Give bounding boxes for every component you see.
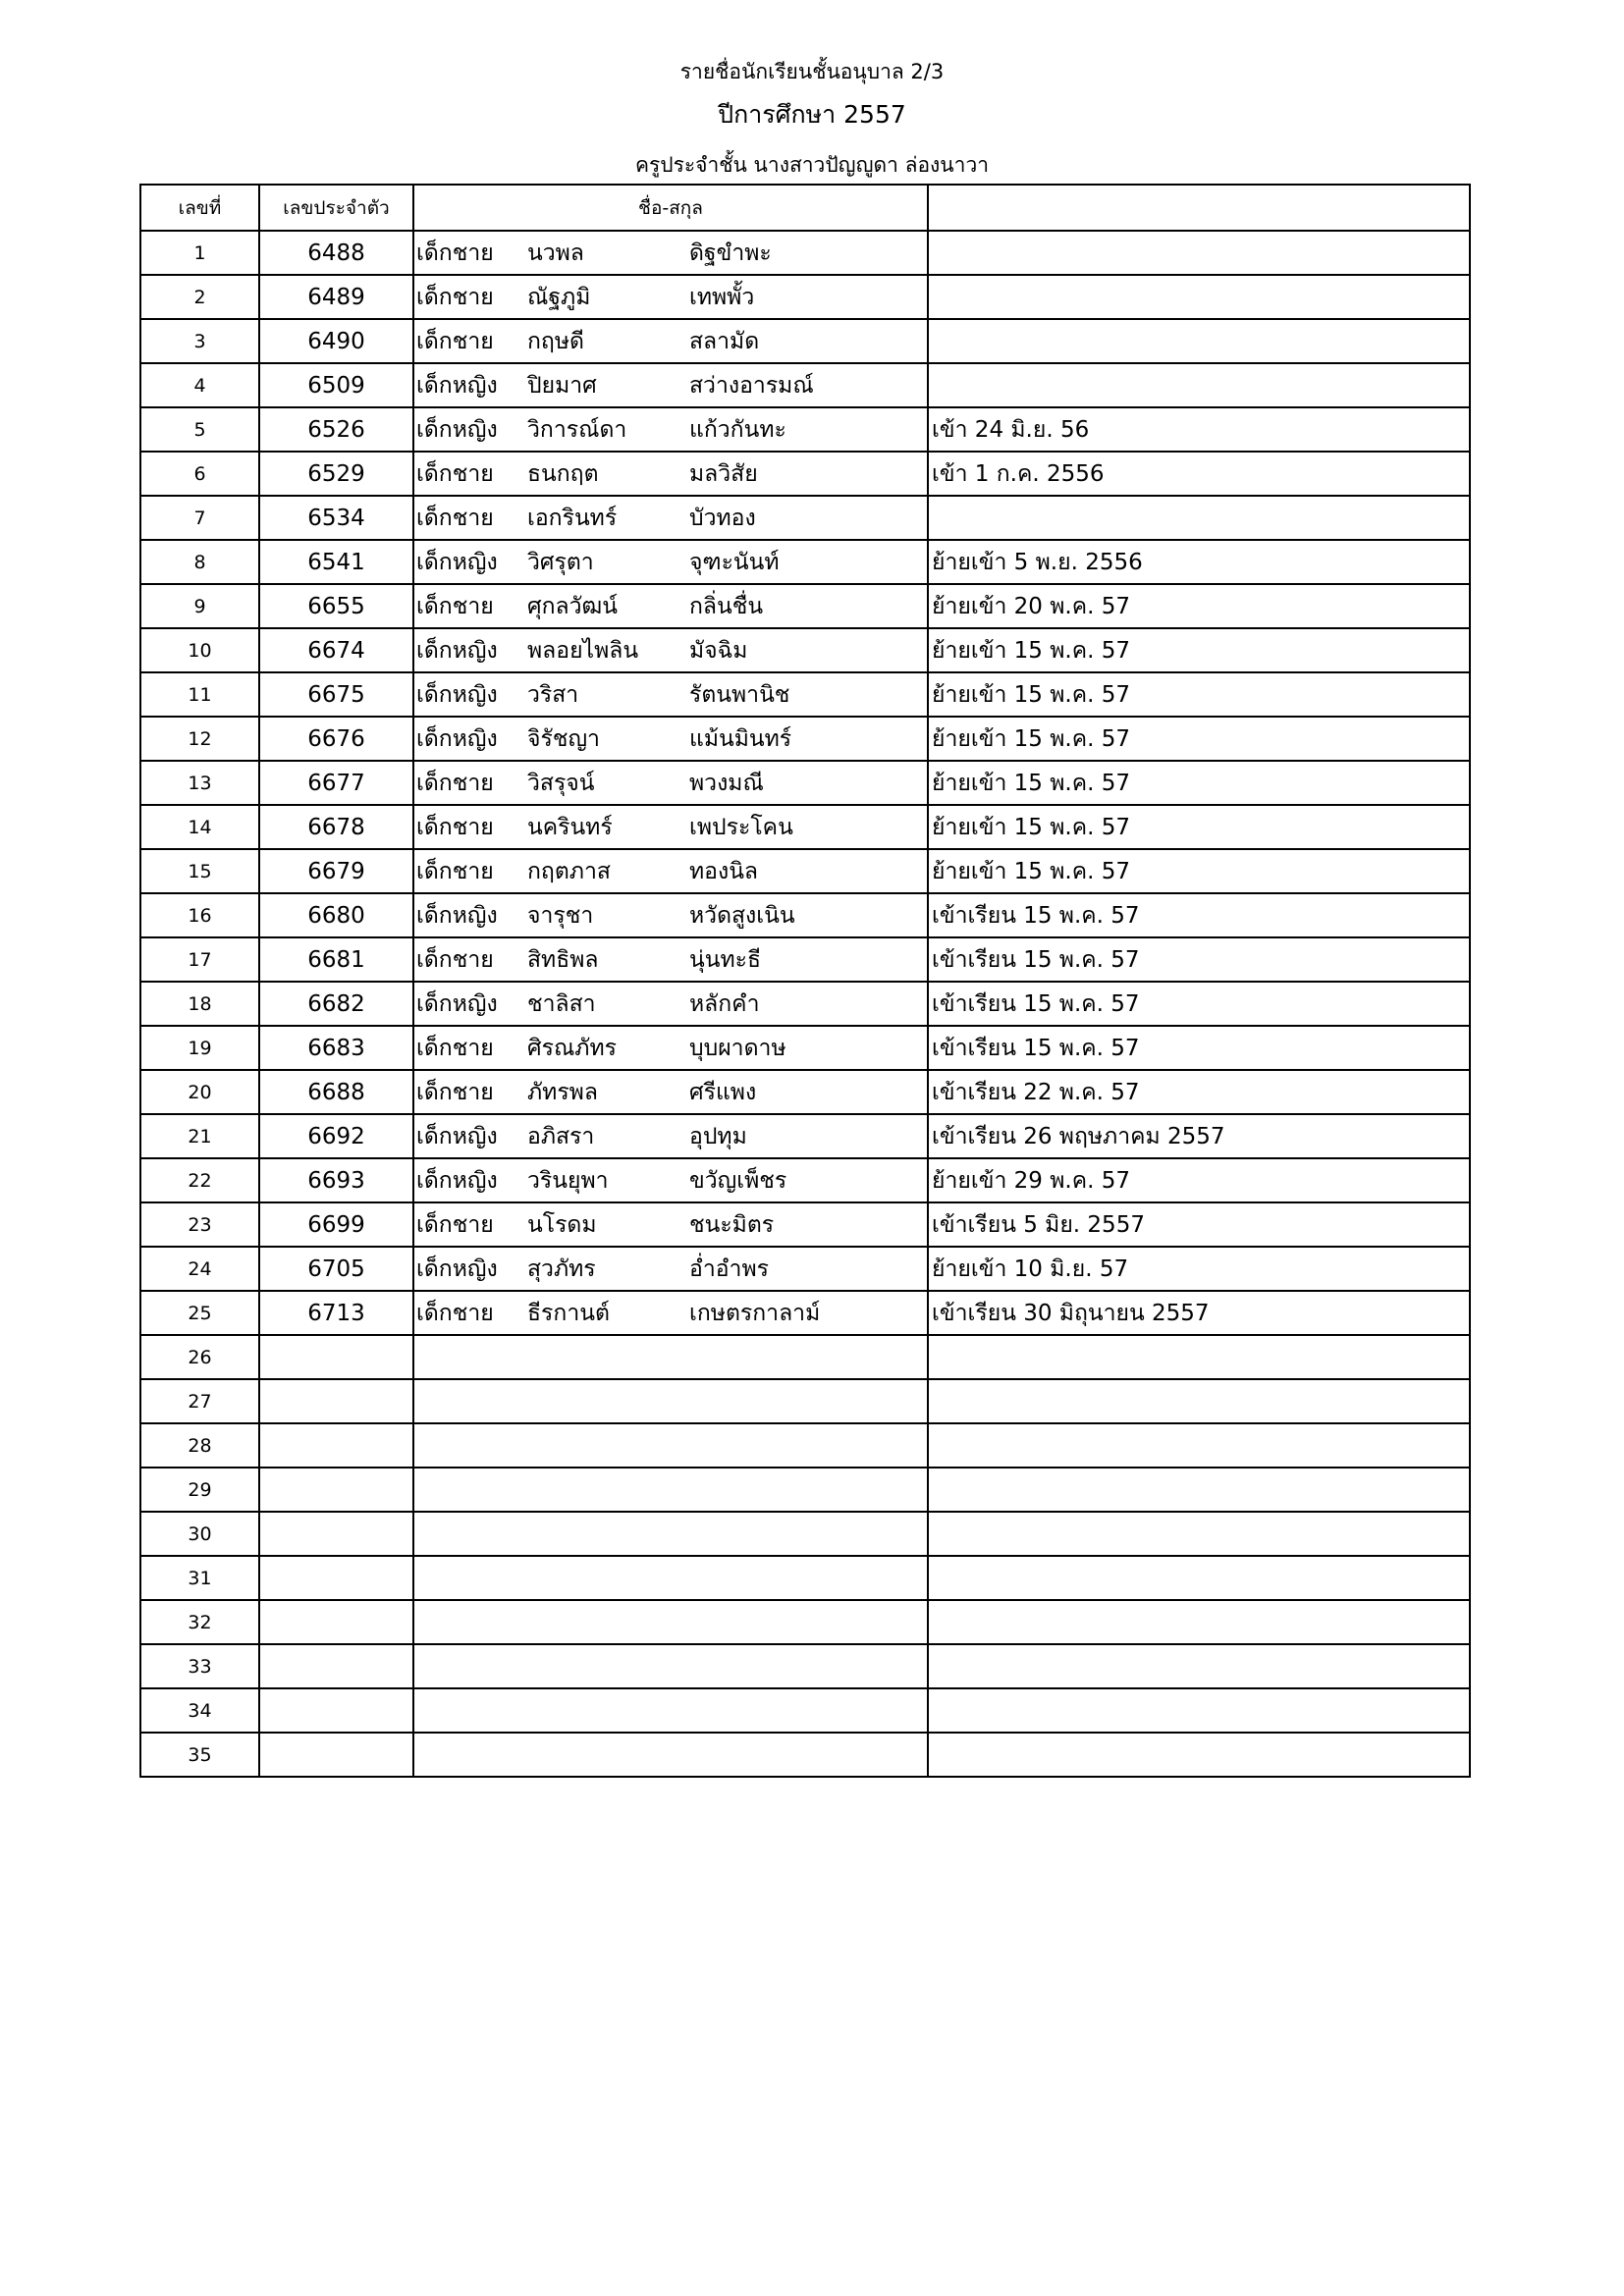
last-name: ดิฐขำพะ	[689, 240, 772, 266]
enrollment-note: เข้าเรียน 5 มิย. 2557	[928, 1202, 1470, 1247]
row-number: 16	[140, 893, 259, 937]
name-prefix: เด็กหญิง	[416, 1167, 498, 1194]
row-number: 35	[140, 1733, 259, 1777]
row-number: 30	[140, 1512, 259, 1556]
row-number: 10	[140, 628, 259, 672]
student-name	[416, 280, 927, 315]
student-name-cell	[413, 1644, 928, 1688]
row-number: 33	[140, 1644, 259, 1688]
first-name: ศิรณภัทร	[527, 1035, 617, 1061]
student-name	[416, 1075, 927, 1110]
enrollment-note: เข้าเรียน 22 พ.ค. 57	[928, 1070, 1470, 1114]
academic-year: ปีการศึกษา 2557	[718, 100, 906, 129]
enrollment-note	[928, 319, 1470, 363]
student-name-cell	[413, 363, 928, 407]
student-name-cell	[413, 407, 928, 452]
student-name-cell	[413, 1114, 928, 1158]
student-id: 6675	[259, 672, 413, 717]
enrollment-note	[928, 1688, 1470, 1733]
row-number: 21	[140, 1114, 259, 1158]
first-name: พลอยไพลิน	[527, 637, 639, 664]
student-name	[416, 1163, 927, 1199]
first-name: วรินยุพา	[527, 1167, 609, 1194]
enrollment-note: เข้าเรียน 15 พ.ค. 57	[928, 893, 1470, 937]
student-name	[416, 368, 927, 403]
student-name	[416, 898, 927, 934]
enrollment-note: เข้าเรียน 15 พ.ค. 57	[928, 982, 1470, 1026]
table-row	[140, 407, 1470, 452]
table-body	[140, 231, 1470, 1777]
enrollment-note: เข้า 24 มิ.ย. 56	[928, 407, 1470, 452]
name-prefix: เด็กชาย	[416, 858, 494, 884]
row-number: 23	[140, 1202, 259, 1247]
name-prefix: เด็กชาย	[416, 328, 494, 354]
student-id: 6679	[259, 849, 413, 893]
student-id: 6490	[259, 319, 413, 363]
first-name: ธีรกานต์	[527, 1300, 610, 1326]
row-number: 6	[140, 452, 259, 496]
student-name-cell	[413, 540, 928, 584]
student-name-cell	[413, 1556, 928, 1600]
enrollment-note: เข้าเรียน 15 พ.ค. 57	[928, 937, 1470, 982]
table-row	[140, 363, 1470, 407]
first-name: วิสรุจน์	[527, 770, 595, 796]
student-name	[416, 1207, 927, 1243]
student-name	[416, 501, 927, 536]
first-name: กฤตภาส	[527, 858, 611, 884]
last-name: แม้นมินทร์	[689, 725, 792, 752]
first-name: นครินทร์	[527, 814, 613, 840]
table-row	[140, 496, 1470, 540]
student-name-cell	[413, 761, 928, 805]
student-name	[416, 1031, 927, 1066]
student-name-cell	[413, 937, 928, 982]
name-prefix: เด็กหญิง	[416, 681, 498, 708]
row-number: 26	[140, 1335, 259, 1379]
student-id	[259, 1379, 413, 1423]
table-row	[140, 1644, 1470, 1688]
table-row	[140, 452, 1470, 496]
col-header-student-id: เลขประจำตัว	[259, 185, 413, 231]
table-row	[140, 672, 1470, 717]
student-name-cell	[413, 717, 928, 761]
student-name-cell	[413, 1247, 928, 1291]
student-id: 6526	[259, 407, 413, 452]
table-row	[140, 1335, 1470, 1379]
first-name: วริสา	[527, 681, 579, 708]
last-name: ศรีแพง	[689, 1079, 757, 1105]
first-name: ปิยมาศ	[527, 372, 597, 399]
student-name-cell	[413, 628, 928, 672]
table-row	[140, 1379, 1470, 1423]
table-row	[140, 1423, 1470, 1468]
student-name	[416, 236, 927, 271]
first-name: กฤษดี	[527, 328, 584, 354]
name-prefix: เด็กชาย	[416, 1211, 494, 1238]
enrollment-note: ย้ายเข้า 15 พ.ค. 57	[928, 672, 1470, 717]
enrollment-note	[928, 1468, 1470, 1512]
enrollment-note: เข้าเรียน 15 พ.ค. 57	[928, 1026, 1470, 1070]
header-row	[140, 185, 1470, 231]
row-number: 27	[140, 1379, 259, 1423]
student-id	[259, 1423, 413, 1468]
student-name	[416, 766, 927, 801]
last-name: บุบผาดาษ	[689, 1035, 786, 1061]
enrollment-note	[928, 1423, 1470, 1468]
first-name: ชาลิสา	[527, 990, 596, 1017]
last-name: จุฑะนันท์	[689, 549, 780, 575]
enrollment-note	[928, 1556, 1470, 1600]
student-name-cell	[413, 452, 928, 496]
row-number: 2	[140, 275, 259, 319]
table-row	[140, 1026, 1470, 1070]
row-number: 13	[140, 761, 259, 805]
table-row	[140, 584, 1470, 628]
student-id: 6693	[259, 1158, 413, 1202]
table-row	[140, 849, 1470, 893]
col-header-number: เลขที่	[140, 185, 259, 231]
name-prefix: เด็กชาย	[416, 1035, 494, 1061]
student-name	[416, 987, 927, 1022]
enrollment-note: เข้าเรียน 30 มิถุนายน 2557	[928, 1291, 1470, 1335]
first-name: นโรดม	[527, 1211, 597, 1238]
student-id: 6680	[259, 893, 413, 937]
row-number: 5	[140, 407, 259, 452]
student-id: 6682	[259, 982, 413, 1026]
enrollment-note	[928, 1512, 1470, 1556]
name-prefix: เด็กหญิง	[416, 990, 498, 1017]
student-name-cell	[413, 1468, 928, 1512]
row-number: 24	[140, 1247, 259, 1291]
student-id: 6681	[259, 937, 413, 982]
last-name: ทองนิล	[689, 858, 759, 884]
student-name-cell	[413, 982, 928, 1026]
student-id	[259, 1644, 413, 1688]
col-header-note	[928, 185, 1470, 231]
enrollment-note: ย้ายเข้า 15 พ.ค. 57	[928, 849, 1470, 893]
row-number: 14	[140, 805, 259, 849]
first-name: ภัทรพล	[527, 1079, 598, 1105]
table-row	[140, 1600, 1470, 1644]
table-row	[140, 319, 1470, 363]
name-prefix: เด็กชาย	[416, 770, 494, 796]
student-id: 6677	[259, 761, 413, 805]
enrollment-note: ย้ายเข้า 15 พ.ค. 57	[928, 805, 1470, 849]
student-name-cell	[413, 1688, 928, 1733]
student-id: 6655	[259, 584, 413, 628]
name-prefix: เด็กหญิง	[416, 902, 498, 929]
enrollment-note: ย้ายเข้า 15 พ.ค. 57	[928, 628, 1470, 672]
student-id	[259, 1688, 413, 1733]
student-name-cell	[413, 584, 928, 628]
row-number: 12	[140, 717, 259, 761]
student-id: 6683	[259, 1026, 413, 1070]
student-name	[416, 942, 927, 978]
row-number: 29	[140, 1468, 259, 1512]
name-prefix: เด็กชาย	[416, 505, 494, 531]
last-name: บัวทอง	[689, 505, 756, 531]
enrollment-note	[928, 1335, 1470, 1379]
table-row	[140, 1158, 1470, 1202]
table-row	[140, 893, 1470, 937]
student-name	[416, 412, 927, 448]
name-prefix: เด็กหญิง	[416, 372, 498, 399]
enrollment-note	[928, 1733, 1470, 1777]
student-id	[259, 1600, 413, 1644]
student-name-cell	[413, 1026, 928, 1070]
student-name-cell	[413, 1379, 928, 1423]
first-name: อภิสรา	[527, 1123, 595, 1149]
student-name-cell	[413, 319, 928, 363]
student-name-cell	[413, 805, 928, 849]
table-row	[140, 275, 1470, 319]
table-row	[140, 1247, 1470, 1291]
first-name: เอกรินทร์	[527, 505, 618, 531]
name-prefix: เด็กหญิง	[416, 1255, 498, 1282]
student-name-cell	[413, 672, 928, 717]
student-name-cell	[413, 1733, 928, 1777]
document-title: รายชื่อนักเรียนชั้นอนุบาล 2/3	[679, 60, 945, 83]
last-name: กลิ่นชื่น	[689, 593, 764, 619]
enrollment-note: ย้ายเข้า 5 พ.ย. 2556	[928, 540, 1470, 584]
last-name: นุ่นทะธี	[689, 946, 761, 973]
student-name	[416, 1119, 927, 1154]
table-row	[140, 1688, 1470, 1733]
table-row	[140, 1468, 1470, 1512]
table-row	[140, 982, 1470, 1026]
table-row	[140, 1291, 1470, 1335]
row-number: 8	[140, 540, 259, 584]
table-row	[140, 761, 1470, 805]
name-prefix: เด็กชาย	[416, 1300, 494, 1326]
col-header-name: ชื่อ-สกุล	[413, 185, 928, 231]
last-name: สลามัด	[689, 328, 760, 354]
row-number: 3	[140, 319, 259, 363]
student-id: 6676	[259, 717, 413, 761]
last-name: มัจฉิม	[689, 637, 748, 664]
student-id: 6541	[259, 540, 413, 584]
row-number: 15	[140, 849, 259, 893]
student-id: 6713	[259, 1291, 413, 1335]
first-name: จารุชา	[527, 902, 594, 929]
table-row	[140, 1512, 1470, 1556]
student-name-cell	[413, 496, 928, 540]
name-prefix: เด็กหญิง	[416, 637, 498, 664]
last-name: มลวิสัย	[689, 460, 758, 487]
homeroom-teacher: ครูประจำชั้น นางสาวปัญญูดา ล่องนาวา	[634, 153, 990, 177]
student-name-cell	[413, 1335, 928, 1379]
student-name-cell	[413, 231, 928, 275]
last-name: เกษตรกาลาม์	[689, 1300, 821, 1326]
student-name	[416, 677, 927, 713]
enrollment-note	[928, 363, 1470, 407]
table-row	[140, 717, 1470, 761]
student-name	[416, 721, 927, 757]
student-name-cell	[413, 1600, 928, 1644]
enrollment-note	[928, 231, 1470, 275]
row-number: 4	[140, 363, 259, 407]
student-name-cell	[413, 1423, 928, 1468]
row-number: 20	[140, 1070, 259, 1114]
first-name: นวพล	[527, 240, 584, 266]
row-number: 32	[140, 1600, 259, 1644]
row-number: 25	[140, 1291, 259, 1335]
row-number: 18	[140, 982, 259, 1026]
name-prefix: เด็กชาย	[416, 284, 494, 310]
row-number: 17	[140, 937, 259, 982]
enrollment-note	[928, 496, 1470, 540]
student-roster-table	[139, 184, 1471, 1778]
enrollment-note: เข้า 1 ก.ค. 2556	[928, 452, 1470, 496]
enrollment-note	[928, 275, 1470, 319]
student-id: 6692	[259, 1114, 413, 1158]
enrollment-note: เข้าเรียน 26 พฤษภาคม 2557	[928, 1114, 1470, 1158]
enrollment-note: ย้ายเข้า 20 พ.ค. 57	[928, 584, 1470, 628]
student-id: 6488	[259, 231, 413, 275]
last-name: หวัดสูงเนิน	[689, 902, 795, 929]
student-name-cell	[413, 1158, 928, 1202]
name-prefix: เด็กหญิง	[416, 549, 498, 575]
name-prefix: เด็กชาย	[416, 1079, 494, 1105]
name-prefix: เด็กชาย	[416, 240, 494, 266]
student-id	[259, 1556, 413, 1600]
last-name: เพประโคน	[689, 814, 793, 840]
row-number: 28	[140, 1423, 259, 1468]
first-name: สิทธิพล	[527, 946, 599, 973]
table-row	[140, 628, 1470, 672]
enrollment-note: ย้ายเข้า 15 พ.ค. 57	[928, 761, 1470, 805]
last-name: เทพพั้ว	[689, 284, 755, 310]
student-name-cell	[413, 275, 928, 319]
table-row	[140, 540, 1470, 584]
last-name: อ่ำอำพร	[689, 1255, 769, 1282]
first-name: ณัฐภูมิ	[527, 284, 591, 310]
student-id	[259, 1335, 413, 1379]
row-number: 7	[140, 496, 259, 540]
row-number: 1	[140, 231, 259, 275]
student-name	[416, 545, 927, 580]
row-number: 31	[140, 1556, 259, 1600]
last-name: รัตนพานิช	[689, 681, 790, 708]
name-prefix: เด็กชาย	[416, 814, 494, 840]
table-row	[140, 937, 1470, 982]
last-name: อุปทุม	[689, 1123, 747, 1149]
student-name-cell	[413, 1291, 928, 1335]
student-name	[416, 324, 927, 359]
last-name: ชนะมิตร	[689, 1211, 775, 1238]
table-row	[140, 1070, 1470, 1114]
name-prefix: เด็กชาย	[416, 593, 494, 619]
table-row	[140, 1202, 1470, 1247]
last-name: ขวัญเพ็ชร	[689, 1167, 787, 1194]
student-name-cell	[413, 849, 928, 893]
student-id: 6678	[259, 805, 413, 849]
name-prefix: เด็กหญิง	[416, 725, 498, 752]
enrollment-note	[928, 1644, 1470, 1688]
row-number: 19	[140, 1026, 259, 1070]
first-name: ธนกฤต	[527, 460, 599, 487]
name-prefix: เด็กหญิง	[416, 1123, 498, 1149]
name-prefix: เด็กชาย	[416, 460, 494, 487]
table-row	[140, 1556, 1470, 1600]
student-id: 6509	[259, 363, 413, 407]
first-name: วิการณ์ดา	[527, 416, 627, 443]
table-row	[140, 805, 1470, 849]
last-name: แก้วกันทะ	[689, 416, 786, 443]
table-row	[140, 231, 1470, 275]
student-id: 6699	[259, 1202, 413, 1247]
student-name-cell	[413, 1512, 928, 1556]
student-id: 6688	[259, 1070, 413, 1114]
student-name	[416, 456, 927, 492]
student-name	[416, 810, 927, 845]
first-name: จิรัชญา	[527, 725, 600, 752]
enrollment-note: ย้ายเข้า 15 พ.ค. 57	[928, 717, 1470, 761]
student-id: 6705	[259, 1247, 413, 1291]
row-number: 9	[140, 584, 259, 628]
table-row	[140, 1733, 1470, 1777]
student-name	[416, 1296, 927, 1331]
last-name: สว่างอารมณ์	[689, 372, 814, 399]
name-prefix: เด็กหญิง	[416, 416, 498, 443]
last-name: พวงมณี	[689, 770, 764, 796]
student-name	[416, 854, 927, 889]
student-name-cell	[413, 893, 928, 937]
student-id: 6534	[259, 496, 413, 540]
row-number: 22	[140, 1158, 259, 1202]
student-name-cell	[413, 1070, 928, 1114]
student-id	[259, 1512, 413, 1556]
student-id	[259, 1468, 413, 1512]
first-name: สุวภัทร	[527, 1255, 596, 1282]
enrollment-note: ย้ายเข้า 10 มิ.ย. 57	[928, 1247, 1470, 1291]
student-id: 6489	[259, 275, 413, 319]
student-name	[416, 589, 927, 624]
enrollment-note: ย้ายเข้า 29 พ.ค. 57	[928, 1158, 1470, 1202]
enrollment-note	[928, 1379, 1470, 1423]
table-header	[140, 185, 1470, 231]
enrollment-note	[928, 1600, 1470, 1644]
name-prefix: เด็กชาย	[416, 946, 494, 973]
student-id: 6529	[259, 452, 413, 496]
student-name	[416, 633, 927, 668]
table-row	[140, 1114, 1470, 1158]
student-id	[259, 1733, 413, 1777]
student-name	[416, 1252, 927, 1287]
first-name: วิศรุตา	[527, 549, 594, 575]
row-number: 11	[140, 672, 259, 717]
student-name-cell	[413, 1202, 928, 1247]
row-number: 34	[140, 1688, 259, 1733]
last-name: หลักคำ	[689, 990, 760, 1017]
first-name: ศุกลวัฒน์	[527, 593, 619, 619]
student-id: 6674	[259, 628, 413, 672]
